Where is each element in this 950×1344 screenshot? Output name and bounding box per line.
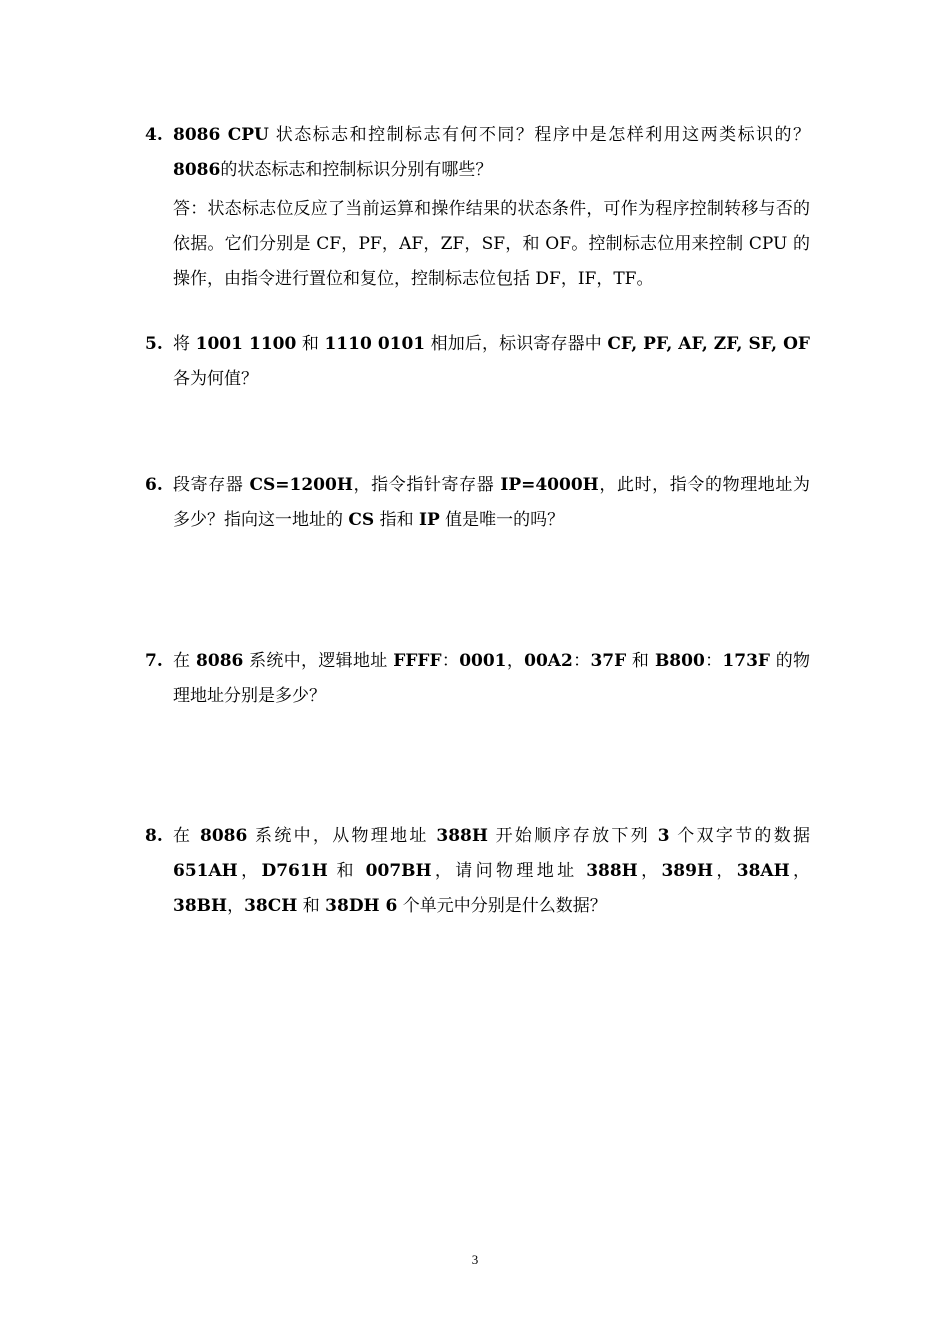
bold-term: IP=4000H	[500, 475, 599, 495]
text-run: 和	[626, 651, 655, 671]
bold-term: 389H	[661, 861, 714, 881]
text-run: 的物理地址分别是多少？	[173, 651, 811, 706]
bold-term: 38DH 6	[325, 896, 398, 916]
bold-term: 8086 CPU	[173, 125, 269, 145]
text-run: 个双字节的数据	[669, 826, 810, 846]
text-run: 将	[173, 334, 196, 354]
text-run: ，	[506, 651, 525, 671]
page-number: 3	[471, 1252, 479, 1267]
question-number: 4.	[145, 125, 163, 145]
bold-term: 37F	[590, 651, 627, 671]
bold-term: 00A2	[524, 651, 573, 671]
bold-term: 1001 1100	[195, 334, 297, 354]
text-run: ：	[704, 651, 723, 671]
question-4	[145, 118, 810, 297]
bold-term: 388H	[586, 861, 638, 881]
text-run: ，此时，指令的物理地址为多少？指向这一地址的	[173, 475, 811, 530]
text-run: 值是唯一的吗？	[439, 510, 565, 530]
question-text	[173, 327, 810, 397]
bold-term: 651AH	[173, 861, 238, 881]
question-5	[145, 327, 810, 397]
text-run: 开始顺序存放下列	[487, 826, 658, 846]
text-run: ，	[789, 861, 811, 881]
bold-term: 8086	[173, 160, 221, 180]
text-run: ，指令指针寄存器	[352, 475, 501, 495]
text-run: ，请问物理地址	[431, 861, 587, 881]
bold-term: CS=1200H	[249, 475, 353, 495]
question-7	[145, 644, 810, 714]
bold-term: 8086	[196, 651, 244, 671]
text-run: ，	[227, 896, 245, 916]
question-number: 5.	[145, 334, 163, 354]
question-8	[145, 819, 810, 924]
text-run: 在	[173, 651, 197, 671]
text-run: 和	[297, 896, 326, 916]
question-number: 6.	[145, 475, 163, 495]
text-run: 在	[173, 826, 200, 846]
text-run: 的状态标志和控制标识分别有哪些？	[220, 160, 493, 180]
bold-term: 173F	[722, 651, 770, 671]
text-run: 状态标志和控制标志有何不同？程序中是怎样利用这两类标识的？	[268, 125, 811, 145]
text-run: 指和	[374, 510, 420, 530]
text-run: ：	[441, 651, 460, 671]
bold-term: 38BH	[173, 896, 228, 916]
text-run: 个单元中分别是什么数据？	[397, 896, 607, 916]
question-number: 7.	[145, 651, 163, 671]
text-run: 各为何值？	[173, 369, 258, 389]
bold-term: 38CH	[244, 896, 298, 916]
bold-term: 8086	[200, 826, 248, 846]
question-text	[173, 819, 810, 924]
bold-term: CS	[348, 510, 375, 530]
text-run: ：	[572, 651, 591, 671]
question-number: 8.	[145, 826, 163, 846]
question-text	[173, 118, 810, 188]
bold-term: FFFF	[393, 651, 442, 671]
text-run: 相加后，标识寄存器中	[425, 334, 608, 354]
bold-term: 1110 0101	[324, 334, 426, 354]
bold-term: B800	[654, 651, 705, 671]
question-text	[173, 468, 810, 538]
text-run: ，	[713, 861, 737, 881]
text-run: 和	[327, 861, 366, 881]
text-run: 系统中，逻辑地址	[243, 651, 394, 671]
bold-term: IP	[419, 510, 440, 530]
bold-term: 0001	[459, 651, 507, 671]
bold-term: 3	[657, 826, 670, 846]
text-run: 系统中，从物理地址	[247, 826, 437, 846]
text-run: 和	[296, 334, 325, 354]
question-6	[145, 468, 810, 538]
text-run: 段寄存器	[173, 475, 250, 495]
bold-term: D761H	[261, 861, 328, 881]
text-run: ，	[237, 861, 262, 881]
bold-term: 007BH	[365, 861, 432, 881]
bold-term: 388H	[436, 826, 488, 846]
text-run: ，	[637, 861, 662, 881]
bold-term: 38AH	[736, 861, 790, 881]
bold-term: CF, PF, AF, ZF, SF, OF	[607, 334, 810, 354]
question-text	[173, 644, 810, 714]
answer-text: 答：状态标志位反应了当前运算和操作结果的状态条件，可作为程序控制转移与否的依据。它们分别是 CF，PF，AF，ZF，SF，和 OF。控制标志位用来控制 CPU 的操作，由指令进行置位和复位，控制标志位包括 DF，IF，TF。	[173, 199, 810, 289]
